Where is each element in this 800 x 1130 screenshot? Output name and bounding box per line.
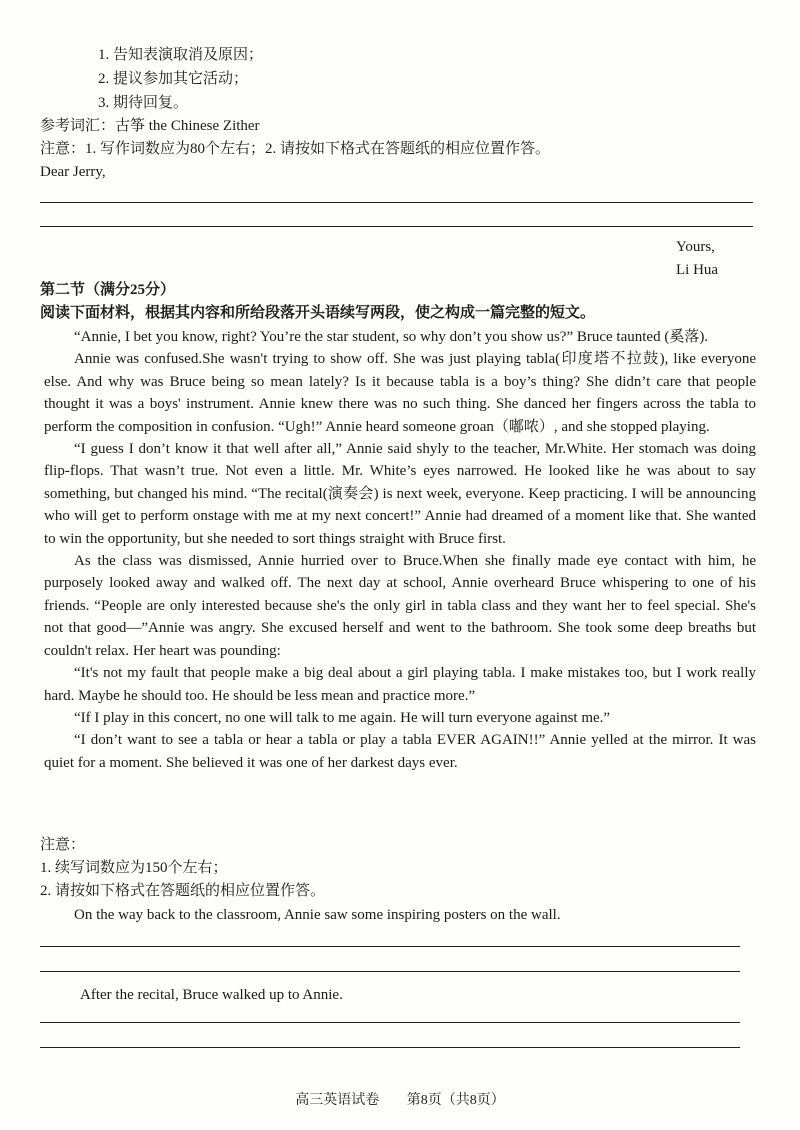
answer-line (40, 946, 740, 947)
story-text (44, 326, 756, 774)
reference-vocabulary: 参考词汇：古筝 the Chinese Zither (40, 118, 260, 134)
section-instruction: 阅读下面材料，根据其内容和所给段落开头语续写两段，使之构成一篇完整的短文。 (40, 305, 596, 321)
letter-closing: Yours, (676, 239, 715, 255)
task-point-2: 2. 提议参加其它活动； (98, 71, 249, 87)
page-footer (0, 1089, 800, 1109)
task-point-1: 1. 告知表演取消及原因； (98, 47, 264, 63)
opening-sentence-2: After the recital, Bruce walked up to Annie. (80, 987, 343, 1003)
opening-sentence-1: On the way back to the classroom, Annie saw some inspiring posters on the wall. (74, 907, 561, 923)
story-paragraph: “I guess I don’t know it that well after all,” Annie said shyly to the teacher, Mr.White. Her stomach was doing flip-flops. That wasn’t true. Not even a little. Mr. White’s eyes narrowed. He looked like he was about to say something, but changed his mind. “The recital(演奏会) is next week, everyone. Keep practicing. I will be announcing who will get to perform onstage with me at my next concert!” Annie had dreamed of a moment like that. She wanted to win the opportunity, but she needed to sort things straight with Bruce first. (44, 441, 756, 547)
task1-note: 注意：1. 写作词数应为80个左右；2. 请按如下格式在答题纸的相应位置作答。 (40, 141, 551, 157)
note-item-2: 2. 请按如下格式在答题纸的相应位置作答。 (40, 883, 326, 899)
answer-line (40, 226, 753, 227)
story-paragraph: Annie was confused.She wasn't trying to show off. She was just playing tabla(印度塔不拉鼓), like everyone else. And why was Bruce being so mean lately? Is it because tabla is a boy’s thing? She didn’t care that people thought it was a boys' instrument. Annie knew there was no such thing. She danced her fingers across the tabla to perform the composition in confusion. “Ugh!” Annie heard someone groan（嘟哝）, and she stopped playing. (44, 351, 756, 435)
answer-line (40, 202, 753, 203)
story-paragraph: “I don’t want to see a tabla or hear a tabla or play a tabla EVER AGAIN!!” Annie yelled at the mirror. It was quiet for a moment. She believed it was one of her darkest days ever. (44, 732, 756, 771)
letter-salutation: Dear Jerry, (40, 164, 106, 180)
note-item-1: 1. 续写词数应为150个左右； (40, 860, 228, 876)
story-paragraph: “Annie, I bet you know, right? You’re the star student, so why don’t you show us?” Bruce taunted (奚落). (74, 329, 709, 345)
story-paragraph: As the class was dismissed, Annie hurried over to Bruce.When she finally made eye contact with him, he purposely looked away and walked off. The next day at school, Annie overheard Bruce whispering to one of his friends. “People are only interested because she's the only girl in tabla class and they want her to feel special. She's not that good—”Annie was angry. She excused herself and went to the bathroom. She took some deep breaths but couldn't relax. Her heart was pounding: (44, 553, 756, 659)
page-number: 第8页（共8页） (406, 1093, 505, 1108)
answer-line (40, 1047, 740, 1048)
story-paragraph: “It's not my fault that people make a big deal about a girl playing tabla. I make mistakes too, but I work really hard. Maybe he should too. He should be less mean and practice more.” (44, 665, 756, 704)
story-paragraph: “If I play in this concert, no one will talk to me again. He will turn everyone against me.” (74, 709, 611, 726)
answer-line (40, 1022, 740, 1023)
task-point-3: 3. 期待回复。 (98, 95, 189, 111)
answer-line (40, 971, 740, 972)
note-heading: 注意： (40, 837, 86, 853)
letter-signature: Li Hua (676, 262, 719, 278)
exam-title: 高三英语试卷 (295, 1093, 380, 1108)
section-heading: 第二节（满分25分） (40, 282, 176, 298)
